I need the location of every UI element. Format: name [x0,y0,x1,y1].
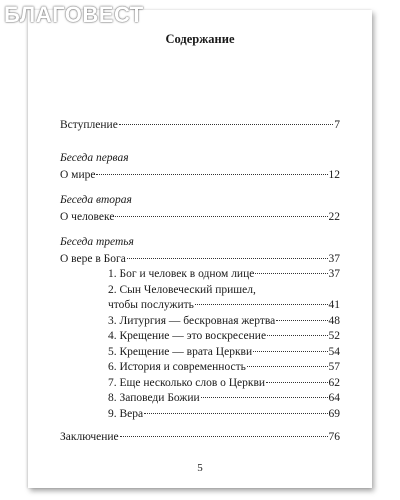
toc-entry-page: 62 [328,377,340,389]
toc-entry-page: 37 [328,253,340,265]
toc-entry-label: 6. История и современность [108,361,246,373]
toc-leader [201,397,328,398]
toc-leader [115,216,327,217]
toc-leader [144,413,327,414]
toc-entry-page: 54 [328,346,340,358]
page-number: 5 [197,462,203,474]
toc-entry-label: 7. Еще несколько слов о Церкви [108,377,266,389]
toc-entry [108,283,340,298]
toc-entry [108,314,340,329]
book-page [28,10,372,488]
toc-leader [266,382,327,383]
page-title: Содержание [165,32,235,46]
toc-part-heading: Беседа первая [60,152,129,164]
toc-entry-page: 69 [328,408,340,420]
toc-entry-label: 2. Сын Человеческий пришел, [108,284,256,296]
toc-entry [60,168,340,183]
toc-entry [60,252,340,267]
toc-leader [253,351,327,352]
toc-entry [60,210,340,225]
toc-entry-label: Заключение [60,431,119,443]
toc-leader [267,335,327,336]
toc-entry-page: 12 [328,169,340,181]
toc-entry-page: 64 [328,392,340,404]
toc-entry-label: О человеке [60,211,115,223]
toc-entry-page: 48 [328,315,340,327]
toc-entry-label: 9. Вера [108,408,144,420]
table-of-contents [28,10,372,488]
toc-entry [108,329,340,344]
toc-entry-label: Вступление [60,119,118,131]
toc-leader [120,436,328,437]
toc-entry [108,298,340,313]
watermark-logo: БЛАГОВЕСТ [4,2,144,27]
toc-entry [108,407,340,422]
toc-entry [60,118,340,133]
toc-entry-label: 1. Бог и человек в одном лице [108,268,255,280]
toc-leader [96,174,327,175]
toc-entry-page: 76 [328,431,340,443]
toc-entry [108,391,340,406]
toc-entry-page: 52 [328,330,340,342]
toc-entry-label: О мире [60,169,96,181]
toc-entry [108,360,340,375]
toc-entry [108,267,340,282]
toc-leader [247,366,328,367]
toc-part-heading: Беседа третья [60,236,134,248]
toc-part-heading: Беседа вторая [60,194,132,206]
toc-entry-label: 4. Крещение — это воскресение [108,330,267,342]
toc-entry-label: 5. Крещение — врата Церкви [108,346,253,358]
toc-entry [108,345,340,360]
toc-entry-label: 3. Литургия — бескровная жертва [108,315,276,327]
toc-entry-page: 37 [328,268,340,280]
toc-leader [195,304,328,305]
toc-entry [108,376,340,391]
toc-entry-label: 8. Заповеди Божии [108,392,200,404]
toc-leader [276,320,327,321]
toc-leader [127,258,328,259]
toc-entry [60,430,340,445]
toc-entry-page: 7 [334,119,340,131]
toc-leader [119,124,333,125]
toc-entry-page: 41 [328,299,340,311]
toc-entry-label: О вере в Бога [60,253,126,265]
toc-entry-label: чтобы послужить [108,299,194,311]
toc-entry-page: 22 [328,211,340,223]
toc-leader [255,273,327,274]
toc-entry-page: 57 [328,361,340,373]
